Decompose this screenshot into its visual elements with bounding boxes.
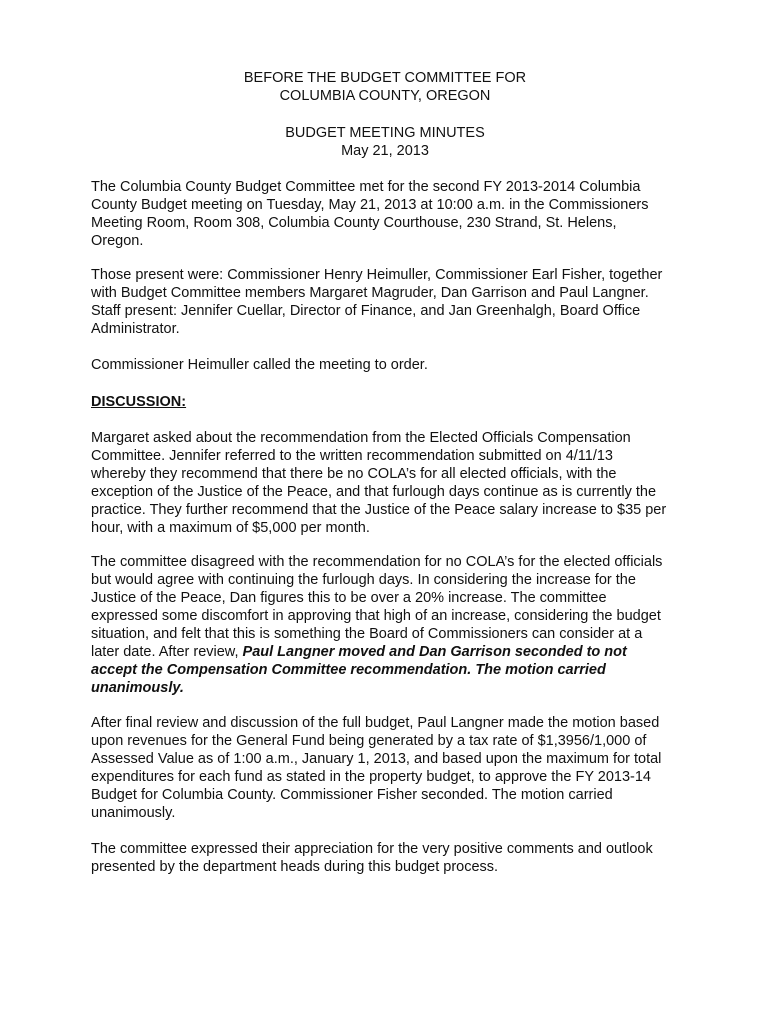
- attendance-line: Staff present: Jennifer Cuellar, Director of Finance, and Jan Greenhalgh, Board Office: [91, 303, 641, 319]
- discussion-paragraph-1: [91, 429, 706, 537]
- closing-line: The committee expressed their appreciation for the very positive comments and outlook: [91, 841, 653, 857]
- intro-line: The Columbia County Budget Committee met for the second FY 2013-2014 Columbia: [91, 179, 641, 195]
- document-title: [0, 124, 770, 160]
- discussion-1-line: Committee. Jennifer referred to the written recommendation submitted on 4/11/13: [91, 448, 613, 464]
- intro-paragraph: [91, 178, 706, 250]
- closing-paragraph: [91, 840, 706, 876]
- discussion-paragraph-3: [91, 714, 706, 822]
- attendance-line: Administrator.: [91, 321, 180, 337]
- intro-line: Oregon.: [91, 233, 144, 249]
- discussion-heading: DISCUSSION:: [91, 394, 187, 410]
- discussion-3-line: After final review and discussion of the full budget, Paul Langner made the motion based: [91, 715, 660, 731]
- discussion-3-line: Budget for Columbia County. Commissioner Fisher seconded. The motion carried: [91, 787, 613, 803]
- discussion-3-line: unanimously.: [91, 805, 176, 821]
- discussion-paragraph-2: [91, 553, 706, 697]
- title-line: BUDGET MEETING MINUTES: [285, 125, 485, 141]
- intro-line: County Budget meeting on Tuesday, May 21, 2013 at 10:00 a.m. in the Commissioners: [91, 197, 649, 213]
- discussion-3-line: upon revenues for the General Fund being generated by a tax rate of $1,3956/1,000 of: [91, 733, 647, 749]
- intro-line: Meeting Room, Room 308, Columbia County Courthouse, 230 Strand, St. Helens,: [91, 215, 617, 231]
- attendance-line: with Budget Committee members Margaret Magruder, Dan Garrison and Paul Langner.: [91, 285, 649, 301]
- call-to-order-paragraph: [91, 356, 706, 374]
- closing-line: presented by the department heads during this budget process.: [91, 859, 499, 875]
- header-line-1: BEFORE THE BUDGET COMMITTEE FOR: [243, 70, 527, 86]
- header-line-2: COLUMBIA COUNTY, OREGON: [279, 88, 491, 104]
- discussion-1-line: practice. They further recommend that the Justice of the Peace salary increase to $35 per: [91, 502, 667, 518]
- discussion-2-line: The committee disagreed with the recommendation for no COLA’s for the elected officials: [91, 554, 663, 570]
- discussion-2-plain-text: later date. After review,: [91, 644, 243, 660]
- discussion-1-line: hour, with a maximum of $5,000 per month.: [91, 520, 370, 536]
- motion-text: accept the Compensation Committee recommendation. The motion carried: [91, 662, 606, 678]
- document-header: [0, 69, 770, 105]
- attendance-line: Those present were: Commissioner Henry Heimuller, Commissioner Earl Fisher, together: [91, 267, 663, 283]
- discussion-1-line: whereby they recommend that there be no COLA’s for all elected officials, with the: [91, 466, 617, 482]
- discussion-1-line: Margaret asked about the recommendation from the Elected Officials Compensation: [91, 430, 631, 446]
- discussion-2-line: situation, and felt that this is something the Board of Commissioners can consider at a: [91, 626, 643, 642]
- motion-result-text: unanimously.: [91, 680, 184, 696]
- discussion-2-line: expressed some discomfort in approving that high of an increase, considering the budget: [91, 608, 661, 624]
- discussion-2-motion-line: [91, 643, 706, 661]
- discussion-3-line: Assessed Value as of 1:00 a.m., January 1, 2013, and based upon the maximum for total: [91, 751, 662, 767]
- motion-text: Paul Langner moved and Dan Garrison seconded to not: [242, 644, 627, 660]
- discussion-3-line: expenditures for each fund as stated in the property budget, to approve the FY 2013-14: [91, 769, 651, 785]
- discussion-2-line: Justice of the Peace, Dan figures this to be over a 20% increase. The committee: [91, 590, 607, 606]
- attendance-paragraph: [91, 266, 706, 338]
- meeting-date: May 21, 2013: [341, 143, 429, 159]
- call-to-order-text: Commissioner Heimuller called the meeting to order.: [91, 357, 428, 373]
- discussion-2-line: but would agree with continuing the furlough days. In considering the increase for the: [91, 572, 636, 588]
- discussion-1-line: exception of the Justice of the Peace, and that furlough days continue as is currently the: [91, 484, 657, 500]
